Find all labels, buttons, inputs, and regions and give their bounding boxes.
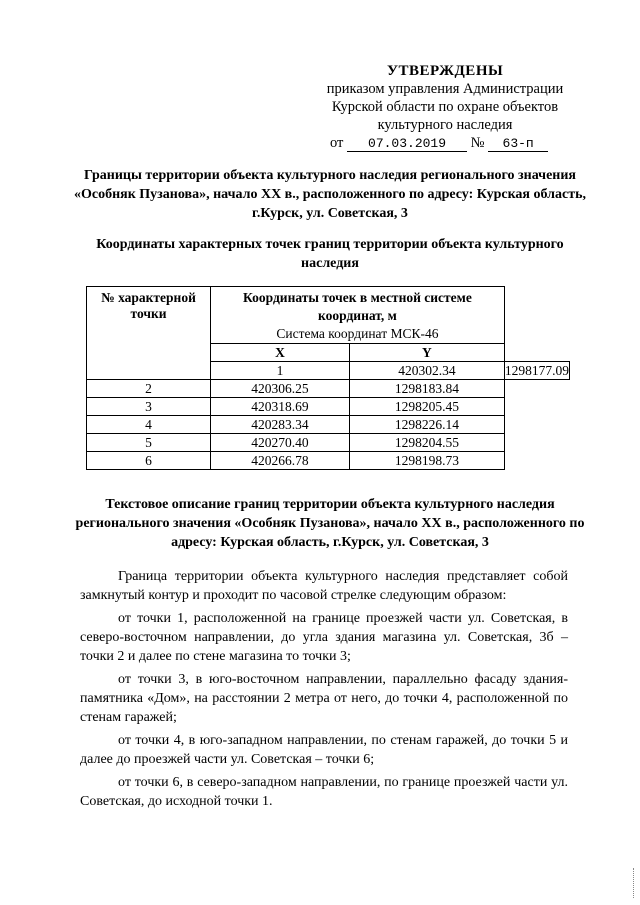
point-x: 420283.34: [211, 416, 350, 434]
col-point-header: № характерной точки: [87, 287, 211, 380]
number-prefix: №: [470, 135, 485, 151]
point-number: 3: [87, 398, 211, 416]
point-x: 420306.25: [211, 380, 350, 398]
coordinates-table: [86, 286, 570, 470]
point-number: 6: [87, 452, 211, 470]
point-y: 1298226.14: [349, 416, 504, 434]
approval-line-1: приказом управления Администрации: [326, 81, 564, 97]
point-x: 420270.40: [211, 434, 350, 452]
table-row: [87, 416, 570, 434]
paragraph: от точки 6, в северо-западном направлении, по границе проезжей части ул. Советская, до исходной точки 1.: [80, 775, 568, 809]
point-y: 1298183.84: [349, 380, 504, 398]
point-y: 1298205.45: [349, 398, 504, 416]
point-y: 1298204.55: [349, 434, 504, 452]
point-y: 1298177.09: [504, 363, 569, 378]
col-x-header: X: [211, 344, 350, 362]
date-prefix: от: [330, 135, 344, 151]
point-x: 420302.34: [349, 362, 504, 380]
order-line: [330, 134, 580, 152]
approval-block: [310, 62, 580, 152]
order-date: 07.03.2019: [347, 137, 467, 152]
document-title: Границы территории объекта культурного наследия регионального значения «Особняк Пузанова», начало XX в., расположенного по адресу: Курская область, г.Курск, ул. Советская, 3: [73, 168, 587, 221]
table-row: [87, 380, 570, 398]
description-body: [80, 567, 568, 815]
approval-heading: УТВЕРЖДЕНЫ: [387, 63, 504, 79]
coords-header-text: Координаты точек в местной системе координат, м: [243, 290, 472, 323]
coordinate-system: Система координат МСК-46: [276, 326, 439, 341]
coordinates-title: Координаты характерных точек границ территории объекта культурного наследия: [96, 237, 564, 271]
col-coords-header: [211, 287, 505, 344]
point-x: 420266.78: [211, 452, 350, 470]
table-header-row: [87, 287, 570, 344]
table-row: [87, 452, 570, 470]
point-x: 420318.69: [211, 398, 350, 416]
order-number: 63-п: [488, 137, 548, 152]
table-row: [87, 398, 570, 416]
point-number: 2: [87, 380, 211, 398]
point-number: 1: [211, 362, 350, 380]
approval-line-2: Курской области по охране объектов: [331, 99, 559, 115]
paragraph: от точки 4, в юго-западном направлении, по стенам гаражей, до точки 5 и далее до проезжей части ул. Советская – точки 6;: [80, 733, 568, 767]
table-row: [87, 434, 570, 452]
point-number: 4: [87, 416, 211, 434]
paragraph: от точки 1, расположенной на границе проезжей части ул. Советская, в северо-восточном направлении, до угла здания магазина ул. Советская, 3б – точки 2 и далее по стене магазина то точки 3;: [80, 611, 568, 664]
paragraph: Граница территории объекта культурного наследия представляет собой замкнутый контур и проходит по часовой стрелке следующим образом:: [80, 569, 568, 603]
description-title: Текстовое описание границ территории объекта культурного наследия регионального значения «Особняк Пузанова», начало XX в., расположенного по адресу: Курская область, г.Курск, ул. Советская, 3: [75, 497, 585, 550]
col-y-header: Y: [349, 344, 504, 362]
point-number: 5: [87, 434, 211, 452]
approval-line-3: культурного наследия: [377, 117, 513, 133]
scan-margin-mark: [633, 868, 636, 898]
paragraph: от точки 3, в юго-восточном направлении, параллельно фасаду здания-памятника «Дом», на расстоянии 2 метра от него, до точки 4, расположенной по стенам гаражей;: [80, 672, 568, 725]
point-y: 1298198.73: [349, 452, 504, 470]
